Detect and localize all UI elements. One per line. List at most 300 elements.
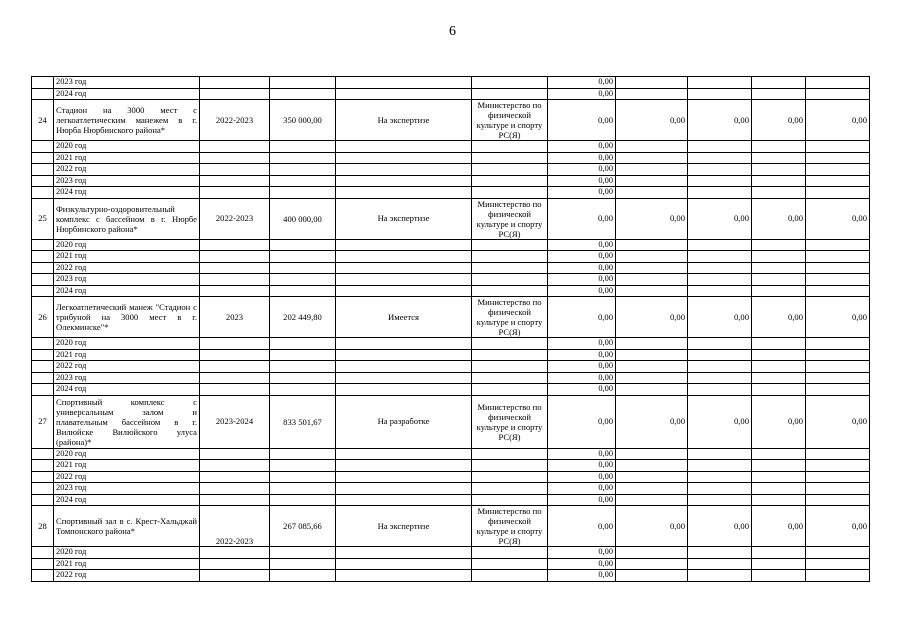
year-row xyxy=(32,570,870,582)
empty-cell xyxy=(270,547,336,559)
project-period: 2023 xyxy=(200,297,270,338)
empty-cell xyxy=(472,274,548,286)
empty-cell xyxy=(270,483,336,495)
project-number: 25 xyxy=(32,198,54,239)
empty-cell xyxy=(806,164,870,176)
empty-cell xyxy=(336,175,472,187)
empty-cell xyxy=(806,175,870,187)
empty-cell xyxy=(806,558,870,570)
empty-cell xyxy=(806,338,870,350)
empty-cell xyxy=(752,494,806,506)
num-cell xyxy=(32,88,54,100)
year-value: 0,00 xyxy=(548,448,616,460)
empty-cell xyxy=(336,274,472,286)
empty-cell xyxy=(752,88,806,100)
num-cell xyxy=(32,570,54,582)
year-label: 2021 год xyxy=(54,349,200,361)
empty-cell xyxy=(752,460,806,472)
year-row xyxy=(32,175,870,187)
num-cell xyxy=(32,175,54,187)
empty-cell xyxy=(752,338,806,350)
empty-cell xyxy=(752,251,806,263)
project-name: Спортивный комплекс с универсальным залом и плавательным бассейном в г. Вилюйске Вилюйского улуса (района)* xyxy=(54,395,200,448)
empty-cell xyxy=(616,285,688,297)
project-value: 0,00 xyxy=(752,297,806,338)
project-row xyxy=(32,506,870,547)
empty-cell xyxy=(806,372,870,384)
empty-cell xyxy=(472,141,548,153)
year-label: 2022 год xyxy=(54,361,200,373)
project-ministry: Министерство по физической культуре и спорту РС(Я) xyxy=(472,395,548,448)
empty-cell xyxy=(200,239,270,251)
empty-cell xyxy=(688,349,752,361)
year-value: 0,00 xyxy=(548,372,616,384)
empty-cell xyxy=(472,239,548,251)
empty-cell xyxy=(472,384,548,396)
empty-cell xyxy=(752,164,806,176)
empty-cell xyxy=(616,262,688,274)
empty-cell xyxy=(336,187,472,199)
empty-cell xyxy=(688,285,752,297)
empty-cell xyxy=(616,239,688,251)
empty-cell xyxy=(200,274,270,286)
empty-cell xyxy=(806,141,870,153)
empty-cell xyxy=(270,164,336,176)
project-row xyxy=(32,100,870,141)
year-row xyxy=(32,448,870,460)
empty-cell xyxy=(752,372,806,384)
empty-cell xyxy=(688,152,752,164)
year-row xyxy=(32,372,870,384)
empty-cell xyxy=(752,547,806,559)
empty-cell xyxy=(336,349,472,361)
year-row xyxy=(32,460,870,472)
empty-cell xyxy=(616,483,688,495)
project-status: На экспертизе xyxy=(336,100,472,141)
year-label: 2023 год xyxy=(54,274,200,286)
empty-cell xyxy=(336,141,472,153)
empty-cell xyxy=(616,448,688,460)
empty-cell xyxy=(752,570,806,582)
year-label: 2022 год xyxy=(54,471,200,483)
empty-cell xyxy=(688,141,752,153)
year-row xyxy=(32,547,870,559)
empty-cell xyxy=(806,274,870,286)
empty-cell xyxy=(688,175,752,187)
project-cost: 833 501,67 xyxy=(270,395,336,448)
empty-cell xyxy=(270,349,336,361)
year-value: 0,00 xyxy=(548,471,616,483)
project-row xyxy=(32,198,870,239)
year-value: 0,00 xyxy=(548,361,616,373)
empty-cell xyxy=(688,558,752,570)
project-cost: 202 449,80 xyxy=(270,297,336,338)
year-value: 0,00 xyxy=(548,164,616,176)
empty-cell xyxy=(336,384,472,396)
empty-cell xyxy=(688,251,752,263)
empty-cell xyxy=(688,77,752,89)
year-label: 2022 год xyxy=(54,262,200,274)
empty-cell xyxy=(336,494,472,506)
year-value: 0,00 xyxy=(548,570,616,582)
empty-cell xyxy=(752,471,806,483)
project-status: На экспертизе xyxy=(336,506,472,547)
empty-cell xyxy=(472,152,548,164)
empty-cell xyxy=(270,274,336,286)
empty-cell xyxy=(616,558,688,570)
project-number: 26 xyxy=(32,297,54,338)
empty-cell xyxy=(616,372,688,384)
empty-cell xyxy=(270,141,336,153)
empty-cell xyxy=(472,77,548,89)
empty-cell xyxy=(336,164,472,176)
year-row xyxy=(32,494,870,506)
empty-cell xyxy=(806,384,870,396)
empty-cell xyxy=(688,471,752,483)
year-value: 0,00 xyxy=(548,285,616,297)
year-row xyxy=(32,251,870,263)
num-cell xyxy=(32,77,54,89)
empty-cell xyxy=(752,175,806,187)
year-label: 2024 год xyxy=(54,494,200,506)
empty-cell xyxy=(616,384,688,396)
project-value: 0,00 xyxy=(752,506,806,547)
num-cell xyxy=(32,152,54,164)
num-cell xyxy=(32,274,54,286)
empty-cell xyxy=(200,338,270,350)
project-name: Легкоатлетический манеж "Стадион с трибуной на 3000 мест в г. Олекминске"* xyxy=(54,297,200,338)
year-label: 2021 год xyxy=(54,251,200,263)
project-value: 0,00 xyxy=(752,395,806,448)
empty-cell xyxy=(336,570,472,582)
empty-cell xyxy=(270,361,336,373)
empty-cell xyxy=(336,558,472,570)
project-value: 0,00 xyxy=(806,198,870,239)
project-value: 0,00 xyxy=(806,395,870,448)
year-value: 0,00 xyxy=(548,483,616,495)
year-row xyxy=(32,152,870,164)
empty-cell xyxy=(270,251,336,263)
empty-cell xyxy=(616,460,688,472)
year-label: 2024 год xyxy=(54,187,200,199)
year-value: 0,00 xyxy=(548,88,616,100)
empty-cell xyxy=(688,547,752,559)
project-cost: 350 000,00 xyxy=(270,100,336,141)
empty-cell xyxy=(200,285,270,297)
year-value: 0,00 xyxy=(548,175,616,187)
empty-cell xyxy=(472,175,548,187)
project-value: 0,00 xyxy=(752,100,806,141)
year-value: 0,00 xyxy=(548,262,616,274)
empty-cell xyxy=(688,372,752,384)
year-label: 2020 год xyxy=(54,547,200,559)
empty-cell xyxy=(616,141,688,153)
empty-cell xyxy=(688,483,752,495)
year-label: 2022 год xyxy=(54,164,200,176)
num-cell xyxy=(32,164,54,176)
empty-cell xyxy=(472,494,548,506)
empty-cell xyxy=(472,483,548,495)
empty-cell xyxy=(752,77,806,89)
empty-cell xyxy=(616,187,688,199)
project-value: 0,00 xyxy=(548,198,616,239)
empty-cell xyxy=(616,494,688,506)
empty-cell xyxy=(616,361,688,373)
empty-cell xyxy=(616,349,688,361)
empty-cell xyxy=(688,164,752,176)
year-value: 0,00 xyxy=(548,558,616,570)
project-value: 0,00 xyxy=(548,395,616,448)
empty-cell xyxy=(472,262,548,274)
num-cell xyxy=(32,547,54,559)
num-cell xyxy=(32,448,54,460)
project-name: Стадион на 3000 мест с легкоатлетическим манежем в г. Нюрба Нюрбинского района* xyxy=(54,100,200,141)
empty-cell xyxy=(200,372,270,384)
empty-cell xyxy=(616,547,688,559)
empty-cell xyxy=(806,251,870,263)
empty-cell xyxy=(752,448,806,460)
empty-cell xyxy=(336,471,472,483)
year-label: 2020 год xyxy=(54,448,200,460)
project-status: Имеется xyxy=(336,297,472,338)
num-cell xyxy=(32,471,54,483)
project-cost: 400 000,00 xyxy=(270,198,336,239)
project-value: 0,00 xyxy=(806,100,870,141)
empty-cell xyxy=(806,483,870,495)
empty-cell xyxy=(472,372,548,384)
empty-cell xyxy=(806,262,870,274)
empty-cell xyxy=(200,187,270,199)
project-value: 0,00 xyxy=(688,297,752,338)
empty-cell xyxy=(752,349,806,361)
empty-cell xyxy=(806,349,870,361)
year-label: 2023 год xyxy=(54,372,200,384)
num-cell xyxy=(32,494,54,506)
empty-cell xyxy=(270,262,336,274)
year-row xyxy=(32,141,870,153)
project-ministry: Министерство по физической культуре и спорту РС(Я) xyxy=(472,297,548,338)
year-value: 0,00 xyxy=(548,494,616,506)
empty-cell xyxy=(806,570,870,582)
empty-cell xyxy=(688,570,752,582)
num-cell xyxy=(32,384,54,396)
projects-table xyxy=(31,76,870,582)
empty-cell xyxy=(336,88,472,100)
year-value: 0,00 xyxy=(548,239,616,251)
empty-cell xyxy=(200,384,270,396)
year-value: 0,00 xyxy=(548,77,616,89)
empty-cell xyxy=(752,384,806,396)
project-value: 0,00 xyxy=(806,506,870,547)
year-row xyxy=(32,262,870,274)
empty-cell xyxy=(270,570,336,582)
empty-cell xyxy=(270,384,336,396)
year-value: 0,00 xyxy=(548,141,616,153)
empty-cell xyxy=(806,88,870,100)
empty-cell xyxy=(200,547,270,559)
empty-cell xyxy=(472,338,548,350)
year-label: 2024 год xyxy=(54,285,200,297)
empty-cell xyxy=(806,187,870,199)
year-label: 2020 год xyxy=(54,239,200,251)
empty-cell xyxy=(806,285,870,297)
empty-cell xyxy=(752,141,806,153)
empty-cell xyxy=(200,448,270,460)
year-label: 2023 год xyxy=(54,483,200,495)
project-value: 0,00 xyxy=(548,100,616,141)
project-value: 0,00 xyxy=(688,395,752,448)
empty-cell xyxy=(200,471,270,483)
empty-cell xyxy=(336,547,472,559)
empty-cell xyxy=(336,239,472,251)
empty-cell xyxy=(752,239,806,251)
empty-cell xyxy=(200,141,270,153)
project-value: 0,00 xyxy=(548,506,616,547)
empty-cell xyxy=(472,558,548,570)
empty-cell xyxy=(616,77,688,89)
empty-cell xyxy=(688,274,752,286)
empty-cell xyxy=(752,274,806,286)
year-row xyxy=(32,349,870,361)
empty-cell xyxy=(270,239,336,251)
empty-cell xyxy=(616,164,688,176)
num-cell xyxy=(32,239,54,251)
empty-cell xyxy=(336,152,472,164)
num-cell xyxy=(32,372,54,384)
empty-cell xyxy=(616,274,688,286)
empty-cell xyxy=(472,570,548,582)
project-ministry: Министерство по физической культуре и спорту РС(Я) xyxy=(472,506,548,547)
empty-cell xyxy=(200,494,270,506)
project-row xyxy=(32,395,870,448)
empty-cell xyxy=(270,88,336,100)
year-row xyxy=(32,77,870,89)
empty-cell xyxy=(200,262,270,274)
num-cell xyxy=(32,460,54,472)
empty-cell xyxy=(270,77,336,89)
empty-cell xyxy=(472,361,548,373)
empty-cell xyxy=(200,77,270,89)
empty-cell xyxy=(336,372,472,384)
project-value: 0,00 xyxy=(616,198,688,239)
empty-cell xyxy=(200,175,270,187)
empty-cell xyxy=(270,471,336,483)
empty-cell xyxy=(200,88,270,100)
empty-cell xyxy=(752,285,806,297)
project-number: 28 xyxy=(32,506,54,547)
empty-cell xyxy=(336,285,472,297)
num-cell xyxy=(32,349,54,361)
empty-cell xyxy=(752,187,806,199)
project-status: На разработке xyxy=(336,395,472,448)
empty-cell xyxy=(336,460,472,472)
num-cell xyxy=(32,141,54,153)
num-cell xyxy=(32,187,54,199)
empty-cell xyxy=(806,471,870,483)
year-row xyxy=(32,483,870,495)
num-cell xyxy=(32,361,54,373)
empty-cell xyxy=(616,251,688,263)
empty-cell xyxy=(336,338,472,350)
empty-cell xyxy=(752,558,806,570)
num-cell xyxy=(32,285,54,297)
year-label: 2023 год xyxy=(54,175,200,187)
year-label: 2020 год xyxy=(54,141,200,153)
empty-cell xyxy=(200,570,270,582)
empty-cell xyxy=(270,448,336,460)
year-value: 0,00 xyxy=(548,384,616,396)
project-number: 24 xyxy=(32,100,54,141)
empty-cell xyxy=(616,471,688,483)
year-row xyxy=(32,361,870,373)
empty-cell xyxy=(806,361,870,373)
empty-cell xyxy=(616,175,688,187)
num-cell xyxy=(32,251,54,263)
empty-cell xyxy=(688,338,752,350)
empty-cell xyxy=(616,88,688,100)
empty-cell xyxy=(336,483,472,495)
empty-cell xyxy=(688,187,752,199)
empty-cell xyxy=(336,251,472,263)
empty-cell xyxy=(752,152,806,164)
empty-cell xyxy=(200,558,270,570)
empty-cell xyxy=(806,77,870,89)
project-name: Физкультурно-оздоровительный комплекс с бассейном в г. Нюрбе Нюрбинского района* xyxy=(54,198,200,239)
year-row xyxy=(32,471,870,483)
empty-cell xyxy=(200,349,270,361)
project-value: 0,00 xyxy=(688,506,752,547)
empty-cell xyxy=(270,460,336,472)
empty-cell xyxy=(806,239,870,251)
empty-cell xyxy=(336,262,472,274)
project-value: 0,00 xyxy=(616,506,688,547)
project-value: 0,00 xyxy=(752,198,806,239)
num-cell xyxy=(32,262,54,274)
empty-cell xyxy=(472,547,548,559)
year-label: 2023 год xyxy=(54,77,200,89)
empty-cell xyxy=(270,187,336,199)
year-value: 0,00 xyxy=(548,338,616,350)
year-row xyxy=(32,88,870,100)
empty-cell xyxy=(472,448,548,460)
num-cell xyxy=(32,338,54,350)
year-row xyxy=(32,164,870,176)
empty-cell xyxy=(688,262,752,274)
project-value: 0,00 xyxy=(806,297,870,338)
project-ministry: Министерство по физической культуре и спорту РС(Я) xyxy=(472,198,548,239)
empty-cell xyxy=(472,88,548,100)
project-period: 2022-2023 xyxy=(200,198,270,239)
year-value: 0,00 xyxy=(548,152,616,164)
empty-cell xyxy=(472,251,548,263)
year-value: 0,00 xyxy=(548,460,616,472)
year-row xyxy=(32,274,870,286)
empty-cell xyxy=(200,164,270,176)
num-cell xyxy=(32,483,54,495)
project-value: 0,00 xyxy=(616,395,688,448)
year-row xyxy=(32,285,870,297)
year-value: 0,00 xyxy=(548,349,616,361)
project-value: 0,00 xyxy=(548,297,616,338)
project-number: 27 xyxy=(32,395,54,448)
project-ministry: Министерство по физической культуре и спорту РС(Я) xyxy=(472,100,548,141)
project-period: 2023-2024 xyxy=(200,395,270,448)
empty-cell xyxy=(806,152,870,164)
year-value: 0,00 xyxy=(548,251,616,263)
project-period: 2022-2023 xyxy=(200,100,270,141)
year-row xyxy=(32,239,870,251)
project-status: На экспертизе xyxy=(336,198,472,239)
